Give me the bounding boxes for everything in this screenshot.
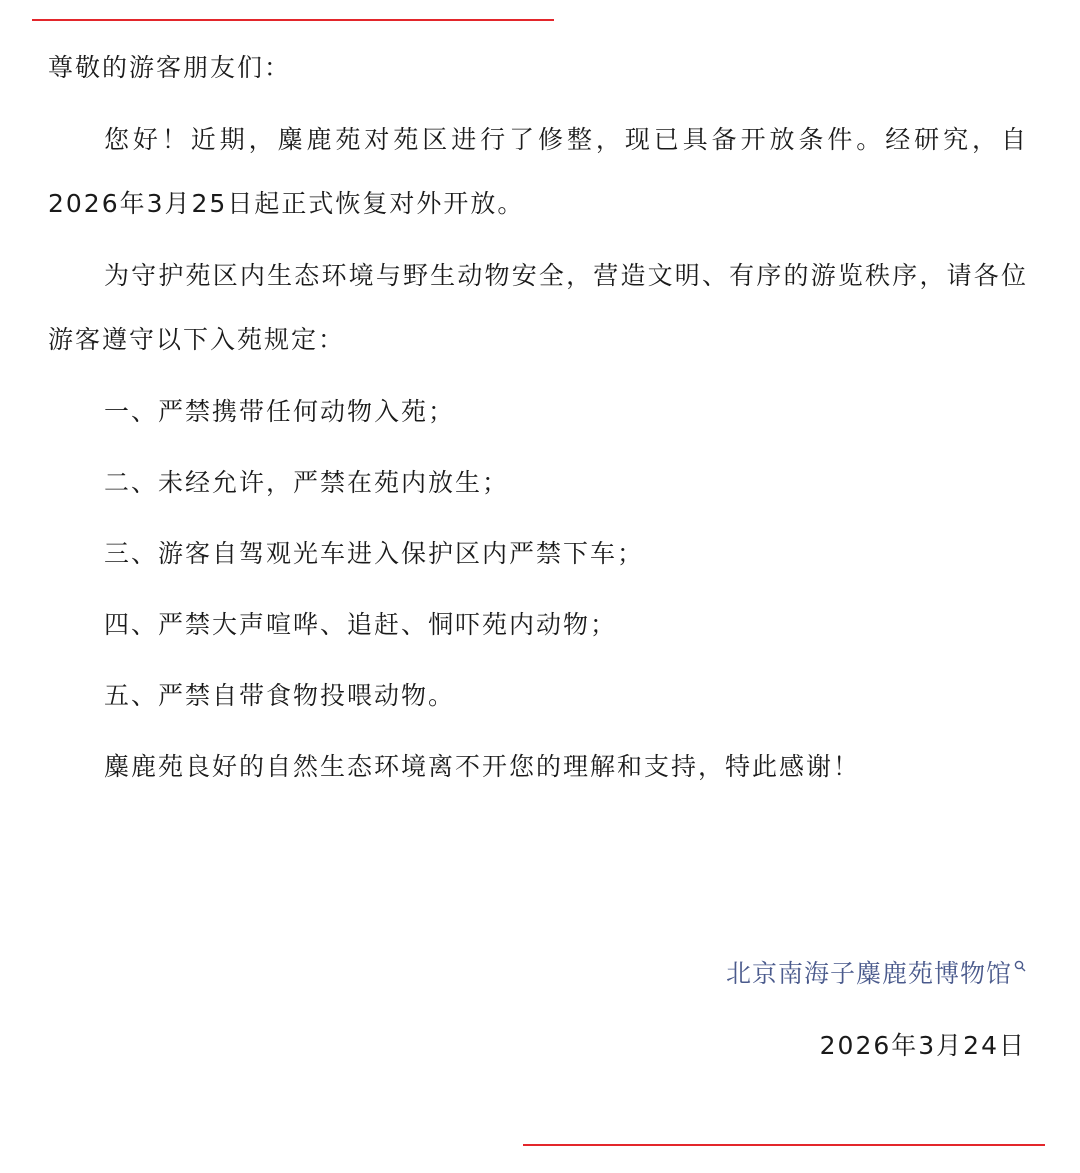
rule-item-4: 四、严禁大声喧哗、追赶、恫吓苑内动物； [104,610,618,639]
closing-paragraph: 麋鹿苑良好的自然生态环境离不开您的理解和支持，特此感谢！ [104,752,861,781]
intro-paragraph: 您好！近期，麋鹿苑对苑区进行了修整，现已具备开放条件。经研究，自2026年3月25日起正式恢复对外开放。 [48,125,1028,218]
greeting: 尊敬的游客朋友们： [48,53,292,82]
search-icon [1014,960,1026,972]
rule-item-5: 五、严禁自带食物投喂动物。 [104,681,456,710]
rule-item-1: 一、严禁携带任何动物入苑； [104,397,456,426]
top-red-divider [32,19,554,21]
signature-link[interactable] [726,950,1026,998]
purpose-paragraph: 为守护苑区内生态环境与野生动物安全，营造文明、有序的游览秩序，请各位游客遵守以下入苑规定： [48,261,1028,354]
rules-list [48,380,1028,728]
bottom-red-divider [523,1144,1045,1146]
rule-item-2: 二、未经允许，严禁在苑内放生； [104,468,510,497]
signature-text[interactable]: 北京南海子麋鹿苑博物馆 [725,959,1012,988]
rule-item-3: 三、游客自驾观光车进入保护区内严禁下车； [104,539,645,568]
notice-date: 2026年3月24日 [819,1031,1026,1060]
notice-body [48,36,1028,799]
